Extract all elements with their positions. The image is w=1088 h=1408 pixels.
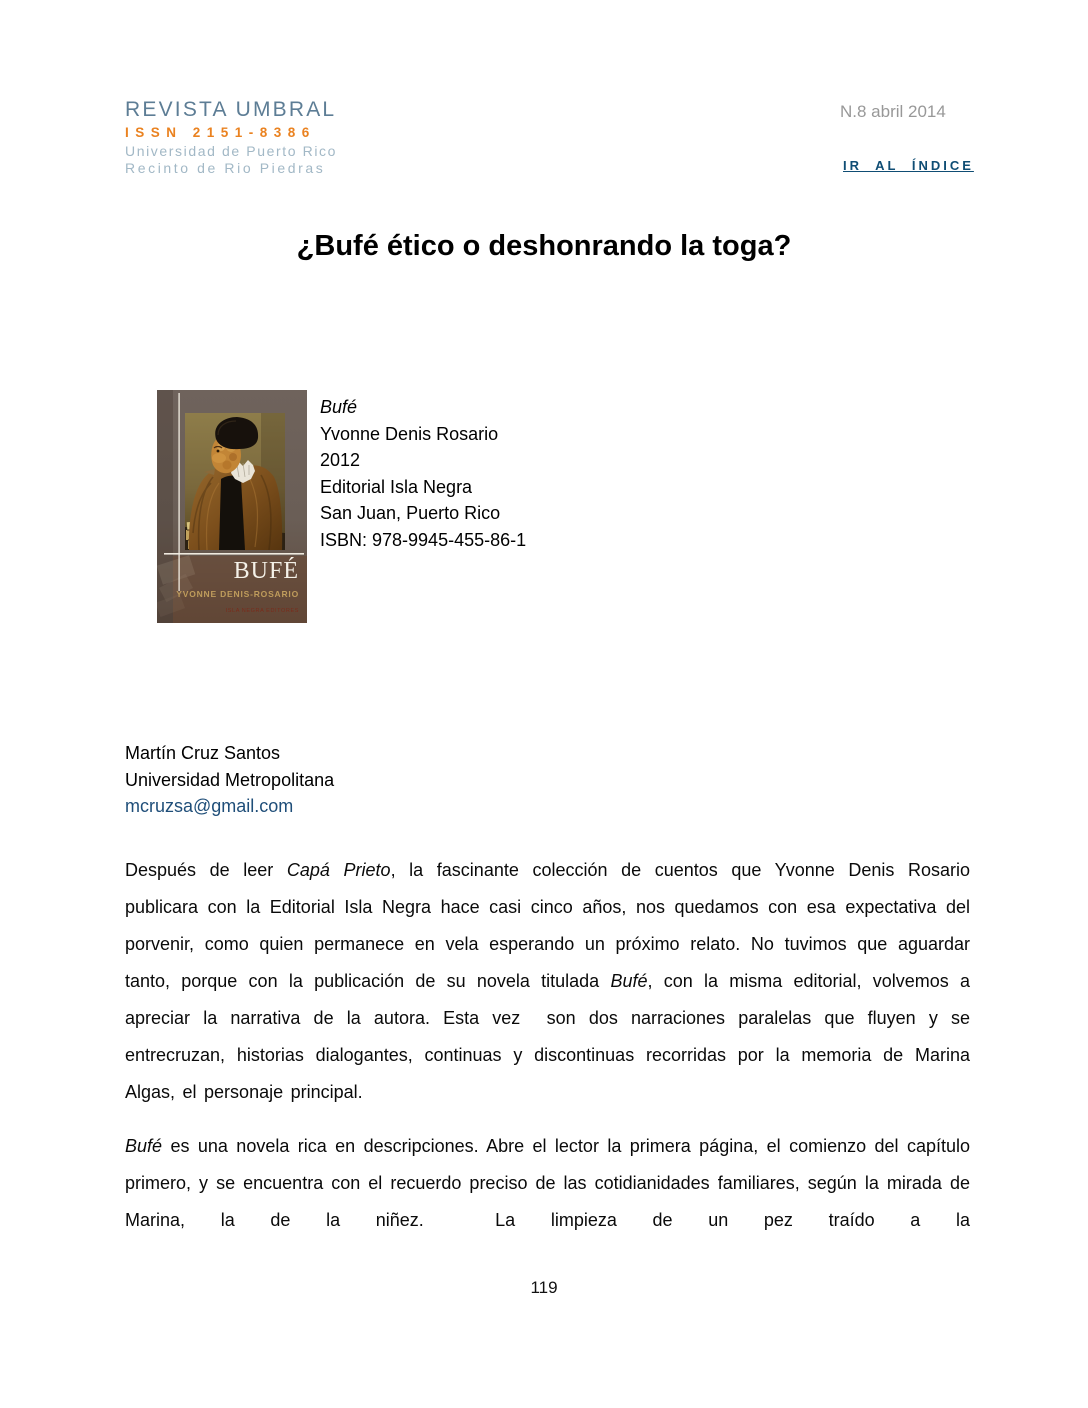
paragraph-2: Bufé es una novela rica en descripciones. Abre el lector la primera página, el comienzo del capítulo primero, y se encuentra con el recuerdo preciso de las cotidianidades familiares, según la mirada de Marina, la de la niñez. La limpieza de un pez traído a la: [125, 1136, 970, 1230]
journal-campus: Recinto de Rio Piedras: [125, 160, 326, 176]
book-info-city: San Juan, Puerto Rico: [320, 503, 501, 523]
journal-issn: ISSN 2151-8386: [125, 125, 316, 140]
paragraph-1: Después de leer Capá Prieto, la fascinante colección de cuentos que Yvonne Denis Rosario publicara con la Editorial Isla Negra hace casi cinco años, nos quedamos con esa expectativa del porvenir, como quien permanece en vela esperando un próximo relato. No tuvimos que aguardar tanto, porque con la publicación de su novela titulada Bufé, con la misma editorial, volvemos a apreciar la narrativa de la autora. Esta vez son dos narraciones paralelas que fluyen y se entrecruzan, historias dialogantes, continuas y discontinuas recorridas por la memoria de Marina Algas, el personaje principal.: [125, 860, 970, 1102]
book-info-author: Yvonne Denis Rosario: [320, 423, 499, 444]
cover-vertical-rule: [178, 393, 179, 591]
book-info-year: 2012: [320, 450, 361, 470]
arcimboldo-portrait: [185, 413, 285, 550]
author-name: Martín Cruz Santos: [125, 743, 281, 763]
author-affiliation: Universidad Metropolitana: [125, 769, 335, 790]
book-info: [320, 394, 526, 553]
journal-name: REVISTA UMBRAL: [125, 98, 337, 121]
index-link[interactable]: IR AL ÍNDICE: [843, 158, 974, 173]
author-block: [125, 740, 334, 820]
book-cover: [157, 390, 307, 623]
book-cover-art: [157, 390, 307, 623]
book-info-isbn: ISBN: 978-9945-455-86-1: [320, 529, 527, 550]
book-info-title: Bufé: [320, 397, 358, 417]
journal-logo: [125, 97, 337, 176]
book-info-publisher: Editorial Isla Negra: [320, 476, 473, 497]
cover-publisher: ISLA NEGRA EDITORES: [225, 608, 299, 614]
cover-author: YVONNE DENIS-ROSARIO: [176, 589, 299, 599]
journal-university: Universidad de Puerto Rico: [125, 143, 338, 159]
page-number: 119: [530, 1278, 558, 1297]
author-email-link[interactable]: mcruzsa@gmail.com: [125, 796, 294, 816]
article-body: [125, 852, 970, 1256]
cover-title: BUFÉ: [233, 558, 299, 584]
issue-date: N.8 abril 2014: [840, 102, 946, 121]
cover-horizontal-rule: [164, 553, 304, 555]
article-title: ¿Bufé ético o deshonrando la toga?: [296, 230, 792, 262]
